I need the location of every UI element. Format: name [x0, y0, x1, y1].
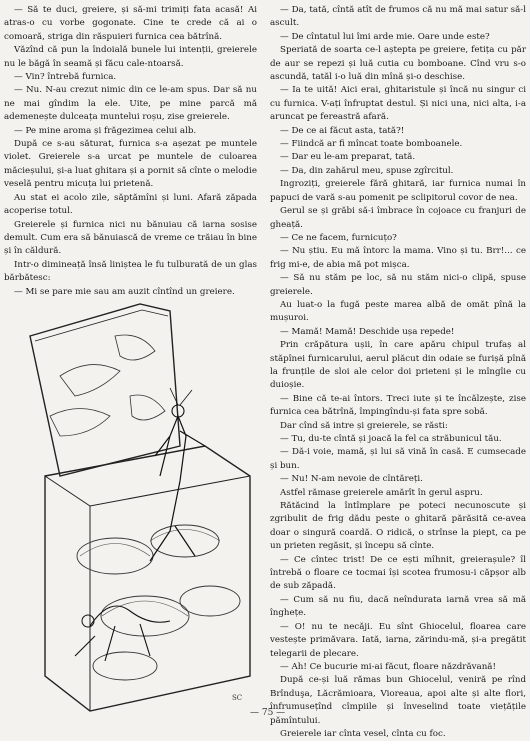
candy-mound	[93, 652, 157, 680]
illustration-open-candy-box	[20, 296, 260, 716]
paragraph: Greierele și furnica nici nu bănuiau că iarna sosise demult. Cum era să bănuiască de vreme ce trăiau în bine și în căldură.	[4, 219, 257, 257]
paragraph: — Vin? întrebă furnica.	[14, 72, 117, 83]
paragraph: — O! nu te necăji. Eu sînt Ghiocelul, floarea care vestește primăvara. Iată, iarna, zărindu-mă, și-a pregătit telegarii de plecare.	[270, 621, 526, 659]
paragraph: — Mamă! Mamă! Deschide ușa repede!	[280, 326, 455, 337]
paragraph: — Ah! Ce bucurie mi-ai făcut, floare năzdrăvană!	[280, 661, 496, 672]
paragraph: — Bine că te-ai întors. Treci iute și te încălzește, zise furnica cea bătrînă, împingîndu-și fata spre sobă.	[270, 393, 526, 418]
paragraph: — Ce cîntec trist! De ce ești mîhnit, greierașule? îl întrebă o floare ce tocmai își scotea frumosu-i căpșor alb de sub zăpadă.	[270, 554, 526, 592]
paragraph: Au stat ei acolo zile, săptămîni și luni. Afară zăpada acoperise totul.	[4, 192, 257, 217]
box-body	[45, 446, 250, 711]
paragraph: Văzînd că pun la îndoială bunele lui intenții, greierele nu le băgă în seamă și făcu cale-ntoarsă.	[4, 45, 257, 69]
paragraph: — Nu. N-au crezut nimic din ce le-am spus. Dar să nu ne mai gîndim la ele. Uite, pe mine parcă mă ademenește dulceața muntelui roșu, zise greierele.	[4, 85, 257, 123]
paragraph: Dar cînd să intre și greierele, se răsti:	[280, 420, 448, 431]
paragraph: — Dar eu le-am preparat, tată.	[280, 152, 416, 163]
paragraph: Astfel rămase greierele amărît în gerul aspru.	[280, 487, 483, 498]
grasshopper-figure	[150, 416, 205, 561]
paragraph: — Da, tată, cîntă atît de frumos că nu mă mai satur să-l ascult.	[270, 5, 526, 29]
paragraph: — Mi se pare mie sau am auzit cîntînd un greiere.	[14, 286, 235, 297]
paragraph: Ingroziți, greierele fără ghitară, iar furnica numai în papuci de vară s-au pomenit pe sclipitorul covor de nea.	[270, 179, 526, 203]
paragraph: — De cîntatul lui îmi arde mie. Oare unde este?	[280, 31, 490, 42]
paragraph: — Să nu stăm pe loc, să nu stăm nici-o clipă, spuse greierele.	[270, 273, 526, 297]
paragraph: — De ce ai făcut asta, tată?!	[280, 125, 405, 136]
box-lid	[30, 304, 180, 476]
paragraph: — Ia te uită! Aici erai, ghitaristule și încă nu singur ci cu furnica. V-ați înfruptat destul. Și nici una, nici alta, i-a aruncat pe fereastră afară.	[270, 85, 526, 123]
paragraph: Gerul se și grăbi să-i îmbrace în cojoace cu franjuri de gheață.	[270, 206, 526, 230]
left-text-column	[4, 4, 257, 299]
paragraph: — Nu știu. Eu mă întorc la mama. Vino și tu. Brr!... ce frig mi-e, de abia mă pot mișca.	[270, 246, 526, 270]
paragraph: — Tu, du-te cîntă și joacă la fel ca străbunicul tău.	[280, 434, 502, 444]
paragraph: — Nu! N-am nevoie de cîntăreți.	[280, 474, 423, 485]
paragraph: Prin crăpătura ușii, în care apăru chipul trufaș al stăpînei furnicarului, aerul plăcut din odaie se furișă pînă la frunțile de sloi ale celor doi prieteni și le mîngîie cu duioșie.	[270, 340, 526, 391]
candy-mound	[180, 586, 240, 616]
svg-text:SC: SC	[232, 694, 243, 702]
page-number: — 75 —	[250, 708, 286, 718]
paragraph: Intr-o dimineață însă liniștea le fu tulburată de un glas bărbătesc:	[4, 259, 257, 284]
paragraph: Greierele iar cînta vesel, cînta cu foc.	[280, 728, 446, 739]
paragraph: Au luat-o la fugă peste marea albă de omăt pînă la mușuroi.	[270, 299, 526, 324]
paragraph: Speriată de soarta ce-l aștepta pe greiere, fetița cu păr de aur se repezi și luă cutia cu bomboane. Cînd vru s-o ascundă, tatăl i-o luă din mînă și-o deschise.	[270, 45, 526, 83]
paragraph: — Pe mine aroma și frăgezimea celui alb.	[14, 125, 197, 136]
paragraph: După ce s-au săturat, furnica s-a așezat pe muntele violet. Greierele s-a urcat pe muntele de culoarea măcieșului, și-a luat ghitara și a pornit să cînte o melodie veselă pentru micuța lui prietenă.	[4, 139, 257, 190]
paragraph: Rătăcind la întîmplare pe poteci necunoscute și zgribulit de frig dădu peste o ghitară părăsită ce-avea doar o singură coardă. O ridică, o strînse la piept, ca pe un prieten regăsit, și începu să cînte.	[270, 501, 526, 552]
paragraph: — Dă-i voie, mamă, și lui să vină în casă. E cumsecade și bun.	[270, 447, 526, 471]
paragraph: După ce-și luă rămas bun Ghiocelul, veniră pe rînd Brînduşa, Lăcrămioara, Vioreaua, apoi alte și alte flori, înfrumusețînd cîmpiile și înveselind toate viețățile pămîntului.	[270, 675, 526, 726]
paragraph: — Da, din zahărul meu, spuse zgîrcitul.	[280, 165, 454, 176]
paragraph: — Ce ne facem, furnicuțo?	[280, 232, 397, 243]
paragraph: — Fiindcă ar fi mîncat toate bomboanele.	[280, 139, 463, 150]
paragraph: — Să te duci, greiere, și să-mi trimiți fata acasă! Ai atras-o cu vorbe gogonate. Cine te crede că ai o comoară, striga din răspuieri furnica cea bătrînă.	[4, 5, 257, 42]
right-text-column	[270, 4, 526, 741]
paragraph: — Cum să nu fiu, dacă neîndurata iarnă vrea să mă înghețe.	[270, 594, 526, 619]
